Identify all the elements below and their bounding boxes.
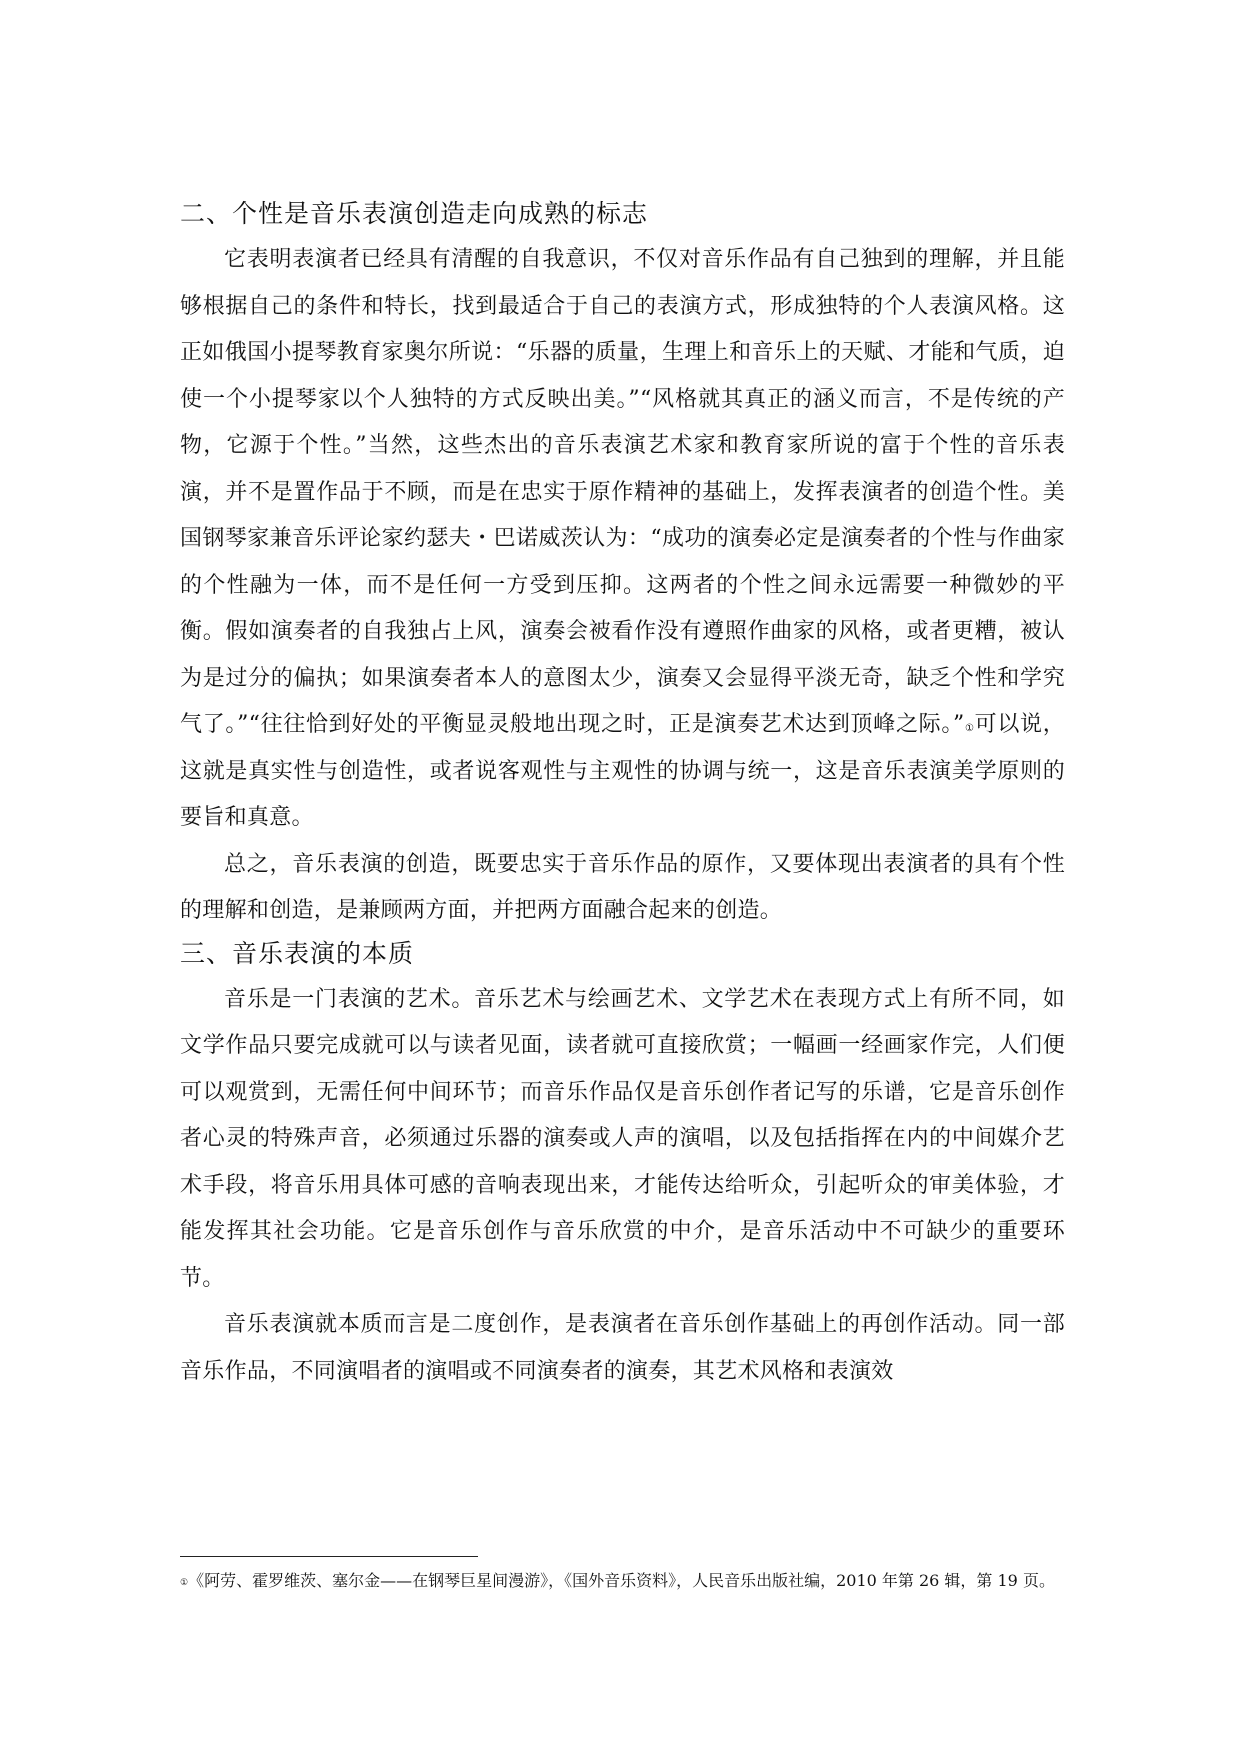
page-body: [180, 195, 1065, 1395]
footnote-text: 《阿劳、霍罗维茨、塞尔金——在钢琴巨星间漫游》，《国外音乐资料》，人民音乐出版社编，2010 年第 26 辑，第 19 页。: [188, 1571, 1055, 1590]
section-2-heading: 二、个性是音乐表演创造走向成熟的标志: [180, 199, 649, 228]
section-2-paragraph-1: [180, 237, 1065, 842]
section-2-paragraph-1-continued: 可以说，这就是真实性与创造性，或者说客观性与主观性的协调与统一，这是音乐表演美学原则的要旨和真意。: [180, 712, 1066, 830]
section-3-paragraph-1: 音乐是一门表演的艺术。音乐艺术与绘画艺术、文学艺术在表现方式上有所不同，如文学作品只要完成就可以与读者见面，读者就可直接欣赏；一幅画一经画家作完，人们便可以观赏到，无需任何中间环节；而音乐作品仅是音乐创作者记写的乐谱，它是音乐创作者心灵的特殊声音，必须通过乐器的演奏或人声的演唱，以及包括指挥在内的中间媒介艺术手段，将音乐用具体可感的音响表现出来，才能传达给听众，引起听众的审美体验，才能发挥其社会功能。它是音乐创作与音乐欣赏的中介，是音乐活动中不可缺少的重要环节。: [180, 986, 1065, 1291]
section-2-paragraph-1-text: 它表明表演者已经具有清醒的自我意识，不仅对音乐作品有自己独到的理解，并且能够根据自己的条件和特长，找到最适合于自己的表演方式，形成独特的个人表演风格。这正如俄国小提琴教育家奥尔所说：“乐器的质量，生理上和音乐上的天赋、才能和气质，迫使一个小提琴家以个人独特的方式反映出美。”“风格就其真正的涵义而言，不是传统的产物，它源于个性。”当然，这些杰出的音乐表演艺术家和教育家所说的富于个性的音乐表演，并不是置作品于不顾，而是在忠实于原作精神的基础上，发挥表演者的创造个性。美国钢琴家兼音乐评论家约瑟夫・巴诺威茨认为：“成功的演奏必定是演奏者的个性与作曲家的个性融为一体，而不是任何一方受到压抑。这两者的个性之间永远需要一种微妙的平衡。假如演奏者的自我独占上风，演奏会被看作没有遵照作曲家的风格，或者更糟，被认为是过分的偏执；如果演奏者本人的意图太少，演奏又会显得平淡无奇，缺乏个性和学究气了。”“往往恰到好处的平衡显灵般地出现之时，正是演奏艺术达到顶峰之际。”: [180, 247, 1065, 737]
section-3-heading: 三、音乐表演的本质: [180, 938, 415, 968]
footnote-reference[interactable]: ①: [964, 723, 975, 734]
section-2-paragraph-2: 总之，音乐表演的创造，既要忠实于音乐作品的原作，又要体现出表演者的具有个性的理解和创造，是兼顾两方面，并把两方面融合起来的创造。: [180, 851, 1065, 923]
section-3-paragraph-2: 音乐表演就本质而言是二度创作，是表演者在音乐创作基础上的再创作活动。同一部音乐作品，不同演唱者的演唱或不同演奏者的演奏，其艺术风格和表演效: [180, 1312, 1065, 1384]
footnote-mark: ①: [180, 1578, 189, 1588]
footnote-divider: [180, 1556, 478, 1557]
footnote: [180, 1568, 1065, 1594]
